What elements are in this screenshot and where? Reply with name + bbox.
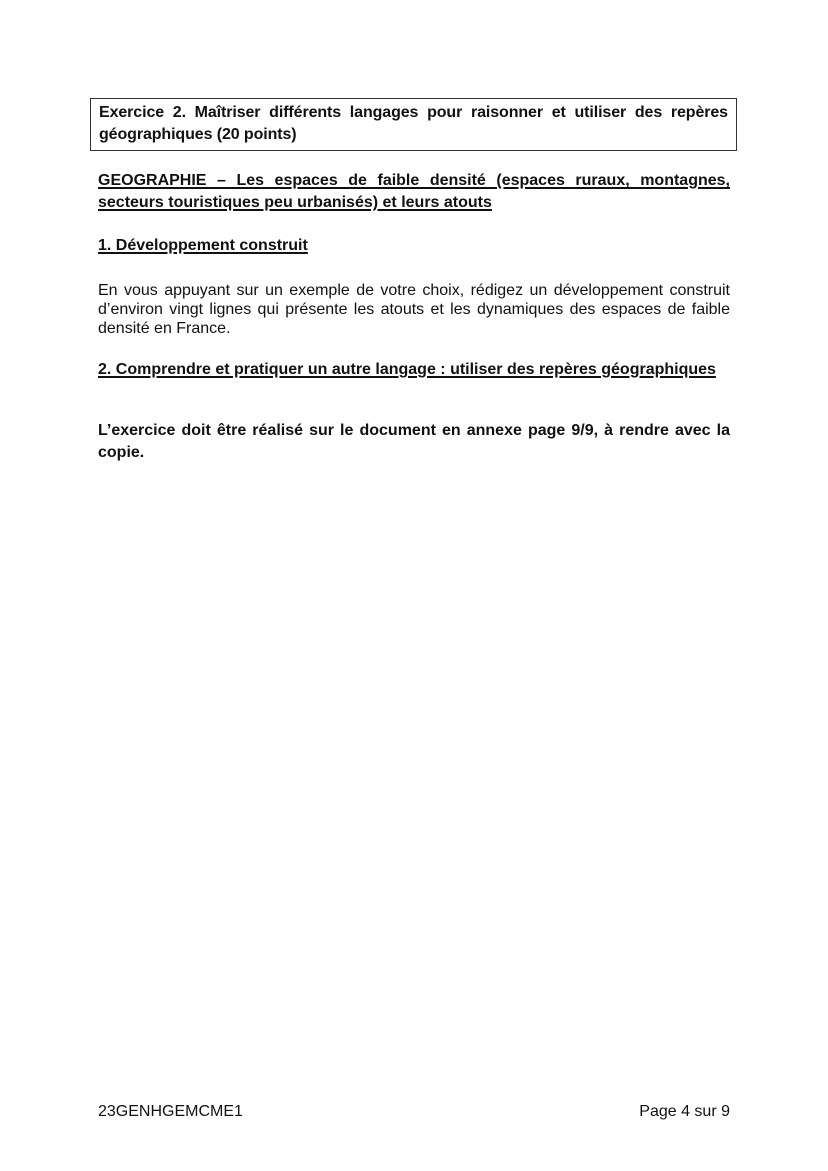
part2-instructions: L’exercice doit être réalisé sur le document en annexe page 9/9, à rendre avec la copie. [98,422,730,461]
part1-instructions: En vous appuyant sur un exemple de votre choix, rédigez un développement construit d’environ vingt lignes qui présente les atouts et les dynamiques des espaces de faible densité en France. [98,282,730,337]
part1-heading: 1. Développement construit [98,237,308,254]
page-number: Page 4 sur 9 [639,1103,730,1120]
document-code: 23GENHGEMCME1 [98,1103,243,1120]
exercise-title-box [90,98,737,151]
exercise-title: Exercice 2. Maîtriser différents langages pour raisonner et utiliser des repères géographiques (20 points) [99,104,728,143]
part2-heading: 2. Comprendre et pratiquer un autre langage : utiliser des repères géographiques [98,361,716,378]
theme-heading: GEOGRAPHIE – Les espaces de faible densité (espaces ruraux, montagnes, secteurs touristiques peu urbanisés) et leurs atouts [98,172,730,211]
